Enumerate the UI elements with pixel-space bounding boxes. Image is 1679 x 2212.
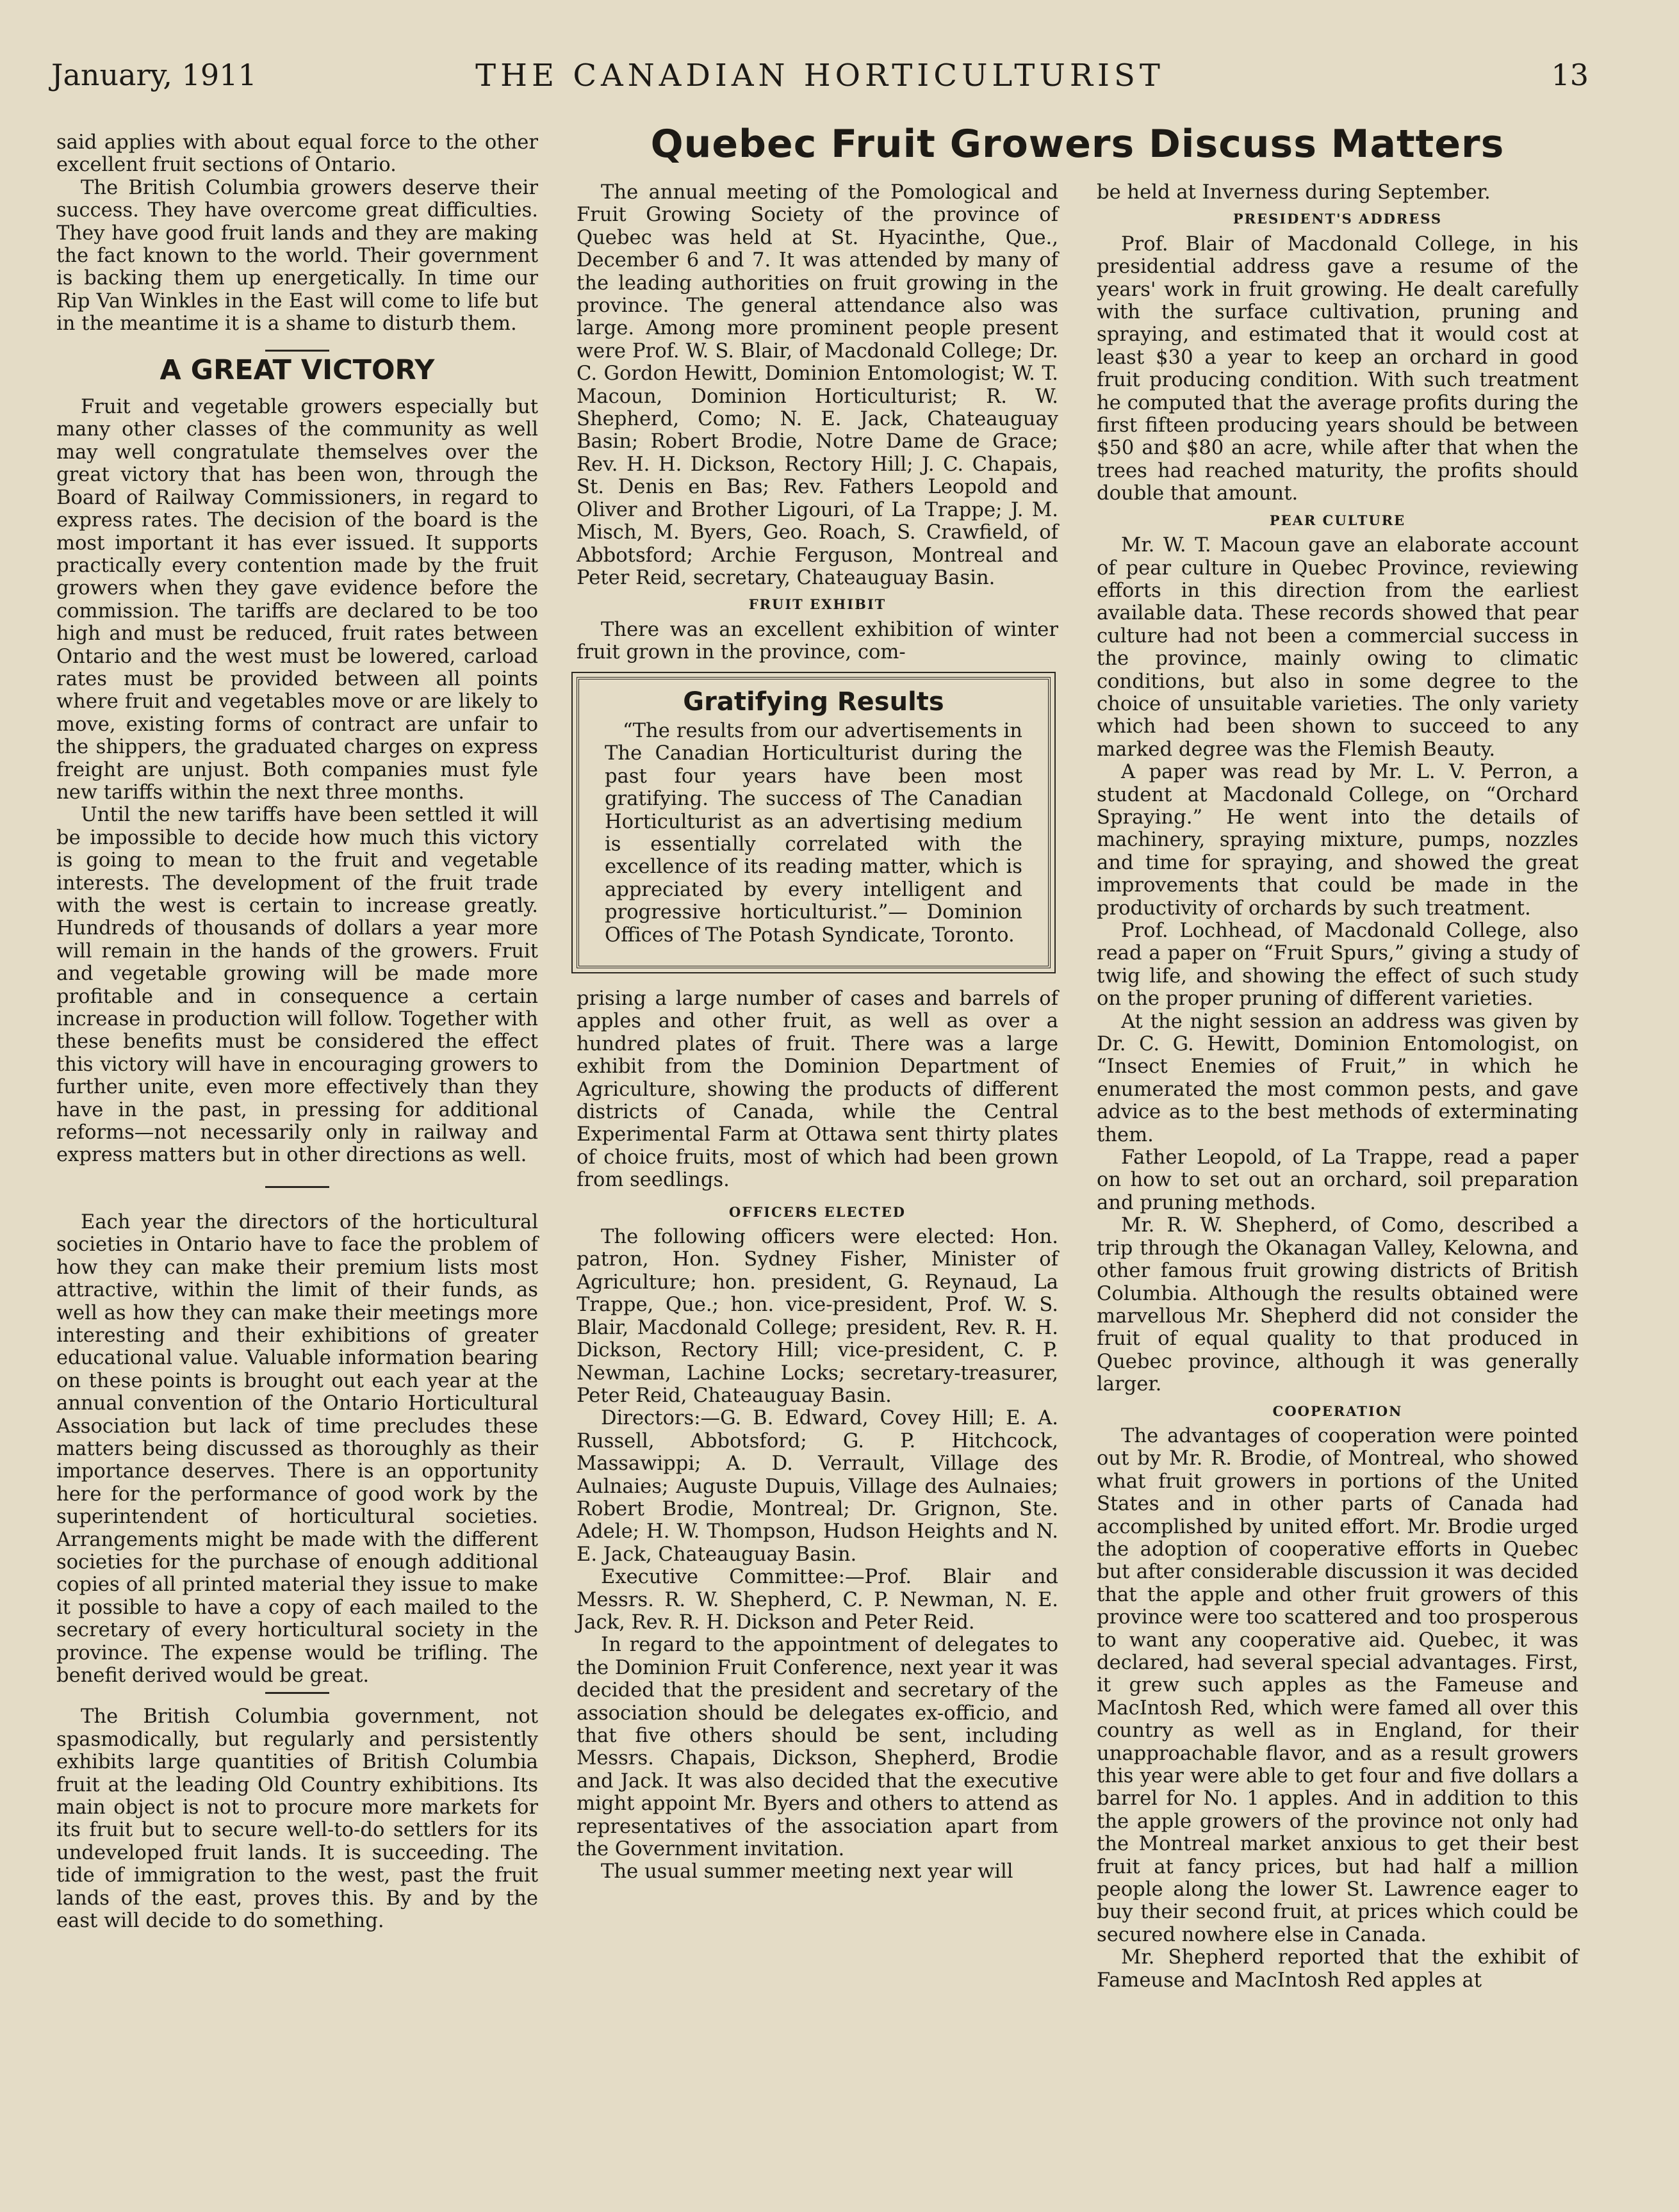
article-paragraph: In regard to the appointment of delegates to the Dominion Fruit Conference, next year it was decided that the president and secretary of the association should be delegates ex-officio, and that five others should be sent, including Messrs. Chapais, Dickson, Shepherd, Brodie and Jack. It was also decided that the executive might appoint Mr. Byers and others to attend as representatives of the association apart from the Government invitation. [577, 1634, 1058, 1861]
subheading-presidents-address: PRESIDENT'S ADDRESS [1233, 211, 1443, 227]
page-header [51, 58, 1589, 102]
divider [265, 1186, 329, 1188]
bc-government-paragraph: The British Columbia government, not spasmodically, but regularly and persistently exhibits large quantities of British Columbia fruit at the leading Old Country exhibitions. Its main object is not to procure more markets for its fruit but to secure well-to-do settlers for its undeveloped fruit lands. It is succeeding. The tide of immigration to the west, past the fruit lands of the east, proves this. By and by the east will decide to do something. [56, 1705, 538, 1933]
article-paragraph: Mr. W. T. Macoun gave an elaborate account of pear culture in Quebec Province, reviewing efforts in this direction from the earliest available data. These records showed that pear culture had not been a commercial success in the province, mainly owing to climatic conditions, but also in some degree to the choice of unsuitable varieties. The only variety which had been shown to succeed to any marked degree was the Flemish Beauty. [1097, 534, 1578, 761]
article-paragraph: be held at Inverness during September. [1097, 181, 1491, 204]
article-paragraph: The following officers were elected: Hon. patron, Hon. Sydney Fisher, Minister of Agriculture; hon. president, G. Reynaud, La Trappe, Que.; hon. vice-president, Prof. W. S. Blair, Macdonald College; president, Rev. R. H. Dickson, Rectory Hill; vice-president, C. P. Newman, Lachine Locks; secretary-treasurer, Peter Reid, Chateauguay Basin. [577, 1226, 1058, 1407]
article-paragraph: The annual meeting of the Pomological and Fruit Growing Society of the province of Quebec was held at St. Hyacinthe, Que., December 6 and 7. It was attended by many of the leading authorities on fruit growing in the province. The general attendance also was large. Among more prominent people present were Prof. W. S. Blair, of Macdonald College; Dr. C. Gordon Hewitt, Dominion Entomologist; W. T. Macoun, Dominion Horticulturist; R. W. Shepherd, Como; N. E. Jack, Chateauguay Basin; Robert Brodie, Notre Dame de Grace; Rev. H. H. Dickson, Rectory Hill; J. C. Chapais, St. Denis en Bas; Rev. Fathers Leopold and Oliver and Brother Ligouri, of La Trappe; J. M. Misch, M. Byers, Geo. Roach, S. Crawfield, of Abbotsford; Archie Ferguson, Montreal and Peter Reid, secretary, Chateauguay Basin. [577, 181, 1058, 589]
divider [265, 350, 329, 352]
issue-date: January, 1911 [51, 58, 257, 92]
article-paragraph: Directors:—G. B. Edward, Covey Hill; E. A. Russell, Abbotsford; G. P. Hitchcock, Massawippi; A. D. Verrault, Village des Aulnaies; Auguste Dupuis, Village des Aulnaies; Robert Brodie, Montreal; Dr. Grignon, Ste. Adele; H. W. Thompson, Hudson Heights and N. E. Jack, Chateauguay Basin. [577, 1407, 1058, 1566]
article-paragraph: Father Leopold, of La Trappe, read a paper on how to set out an orchard, soil preparation and pruning methods. [1097, 1146, 1578, 1214]
advertisement-box [577, 677, 1051, 968]
article-paragraph: Mr. R. W. Shepherd, of Como, described a trip through the Okanagan Valley, Kelowna, and other famous fruit growing districts of British Columbia. Although the results obtained were marvellous Mr. Shepherd did not consider the fruit of equal quality to that produced in Quebec province, although it was generally larger. [1097, 1214, 1578, 1396]
page-number: 13 [1551, 58, 1589, 92]
box-title: Gratifying Results [683, 687, 944, 717]
subheading-pear-culture: PEAR CULTURE [1269, 512, 1406, 528]
article-title: Quebec Fruit Growers Discuss Matters [650, 122, 1505, 167]
magazine-title: THE CANADIAN HORTICULTURIST [475, 58, 1165, 94]
article-paragraph: There was an excellent exhibition of winter fruit grown in the province, com- [577, 618, 1058, 664]
subheading-cooperation: COOPERATION [1272, 1403, 1403, 1419]
box-text: “The results from our advertisements in The Canadian Horticulturist during the past four years have been most gratifying. The success of The Canadian Horticulturist as an advertising medium is essentially correlated with the excellence of its reading matter, which is appreciated by every intelligent and progressive horticulturist.”— Dominion Offices of The Potash Syndicate, Toronto. [605, 719, 1022, 947]
article-paragraph: Prof. Lochhead, of Macdonald College, also read a paper on “Fruit Spurs,” giving a study of twig life, and showing the effect of such study on the proper pruning of different varieties. [1097, 920, 1578, 1011]
continued-paragraph: said applies with about equal force to the other excellent fruit sections of Ontario. [56, 131, 538, 177]
article-paragraph: The usual summer meeting next year will [601, 1860, 1013, 1883]
bc-success-paragraph: The British Columbia growers deserve their success. They have overcome great difficulties. They have good fruit lands and they are making the fact known to the world. Their government is backing them up energetically. In time our Rip Van Winkles in the East will come to life but in the meantime it is a shame to disturb them. [56, 176, 538, 336]
societies-paragraph: Each year the directors of the horticultural societies in Ontario have to face the problem of how they can make their premium lists most attractive, within the limit of their funds, as well as how they can make their meetings more interesting and their exhibitions of greater educational value. Valuable information bearing on these points is brought out each year at the annual convention of the Ontario Horticultural Association but lack of time precludes these matters being discussed as thoroughly as their importance deserves. There is an opportunity here for the performance of good work by the superintendent of horticultural societies. Arrangements might be made with the different societies for the purchase of enough additional copies of all printed material they issue to make it possible to have a copy of each mailed to the secretary of every horticultural society in the province. The expense would be trifling. The benefit derived would be great. [56, 1210, 538, 1687]
article-paragraph: The advantages of cooperation were pointed out by Mr. R. Brodie, of Montreal, who showed what fruit growers in portions of the United States and in other parts of Canada had accomplished by united effort. Mr. Brodie urged the adoption of cooperative efforts in Quebec but after considerable discussion it was decided that the apple and other fruit growers of this province were too scattered and too prosperous to want any cooperative aid. Quebec, it was declared, had several special advantages. First, it grew such apples as the Fameuse and MacIntosh Red, which were famed all over this country as well as in England, for their unapproachable flavor, and as a result growers this year were able to get four and five dollars a barrel for No. 1 apples. And in addition to this the apple growers of the province not only had the Montreal market anxious to get their best fruit at fancy prices, but had half a million people along the lower St. Lawrence eager to buy their second fruit, at prices which could be secured nowhere else in Canada. [1097, 1424, 1578, 1946]
left-column [56, 131, 538, 1932]
article-paragraph: Prof. Blair of Macdonald College, in his presidential address gave a resume of the years' work in fruit growing. He dealt carefully with the surface cultivation, pruning and spraying, and estimated that it would cost at least $30 a year to keep an orchard in good fruit producing condition. With such treatment he computed that the average profits during the first fifteen producing years should be between $50 and $80 an acre, while after that when the trees had reached maturity, the profits should double that amount. [1097, 232, 1578, 505]
article-paragraph: prising a large number of cases and barrels of apples and other fruit, as well as over a hundred plates of fruit. There was a large exhibit from the Dominion Department of Agriculture, showing the products of different districts of Canada, while the Central Experimental Farm at Ottawa sent thirty plates of choice fruits, most of which had been grown from seedlings. [577, 988, 1058, 1192]
middle-column [577, 181, 1058, 1883]
right-column [1097, 181, 1578, 1992]
subheading-officers-elected: OFFICERS ELECTED [729, 1203, 906, 1220]
article-paragraph: At the night session an address was given by Dr. C. G. Hewitt, Dominion Entomologist, on “Insect Enemies of Fruit,” in which he enumerated the most common pests, and gave advice as to the best methods of exterminating them. [1097, 1010, 1578, 1146]
article-paragraph: Mr. Shepherd reported that the exhibit of Fameuse and MacIntosh Red apples at [1097, 1946, 1578, 1992]
divider [265, 1692, 329, 1694]
article-paragraph: Executive Committee:—Prof. Blair and Messrs. R. W. Shepherd, C. P. Newman, N. E. Jack, Rev. R. H. Dickson and Peter Reid. [577, 1566, 1058, 1634]
subheading-fruit-exhibit: FRUIT EXHIBIT [748, 596, 887, 613]
section-title-great-victory: A GREAT VICTORY [160, 354, 435, 386]
victory-paragraph-2: Until the new tariffs have been settled it will be impossible to decide how much this victory is going to mean to the fruit and vegetable interests. The development of the fruit trade with the west is certain to increase greatly. Hundreds of thousands of dollars a year more will remain in the hands of the growers. Fruit and vegetable growing will be made more profitable and in consequence a certain increase in production will follow. Together with these benefits must be considered the effect this victory will have in encouraging growers to further unite, even more effectively than they have in the past, in pressing for additional reforms—not necessarily only in railway and express matters but in other directions as well. [56, 804, 538, 1167]
victory-paragraph-1: Fruit and vegetable growers especially but many other classes of the community as well may well congratulate themselves over the great victory that has been won, through the Board of Railway Commissioners, in regard to express rates. The decision of the board is the most important it has ever issued. It supports practically every contention made by the fruit growers when they gave evidence before the commission. The tariffs are declared to be too high and must be reduced, fruit rates between Ontario and the west must be lowered, carload rates must be provided between all points where fruit and vegetables move or are likely to move, existing forms of contract are unfair to the shippers, the graduated charges on express freight are unjust. Both companies must fyle new tariffs within the next three months. [56, 396, 538, 804]
article-paragraph: A paper was read by Mr. L. V. Perron, a student at Macdonald College, on “Orchard Spraying.” He went into the details of machinery, spraying mixture, pumps, nozzles and time for spraying, and showed the great improvements that could be made in the productivity of orchards by such treatment. [1097, 761, 1578, 920]
